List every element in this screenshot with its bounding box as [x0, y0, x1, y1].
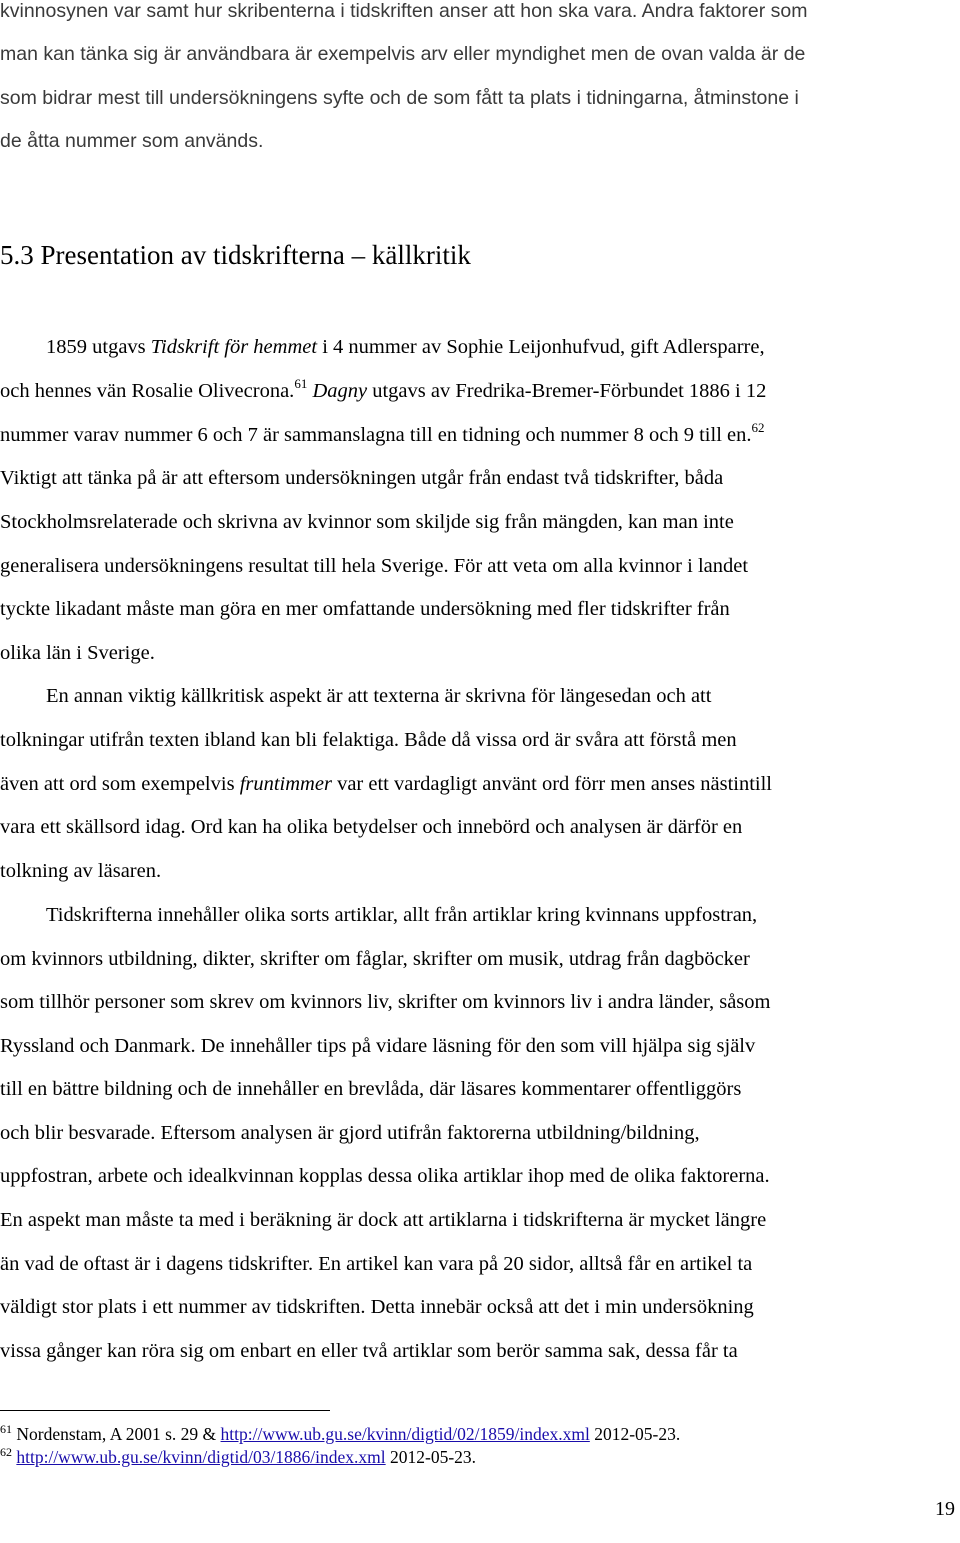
body-line: En annan viktig källkritisk aspekt är att texterna är skrivna för längesedan och att	[46, 685, 712, 707]
body-line: Viktigt att tänka på är att eftersom undersökningen utgår från endast två tidskrifter, båda	[0, 467, 724, 489]
body-line	[46, 336, 765, 359]
footnote-ref[interactable]: 62	[751, 420, 765, 435]
footnote-number: 62	[0, 1445, 12, 1459]
italic-term: fruntimmer	[239, 773, 332, 795]
footnote-link[interactable]: http://www.ub.gu.se/kvinn/digtid/03/1886/index.xml	[16, 1447, 386, 1467]
intro-line: kvinnosynen var samt hur skribenterna i tidskriften anser att hon ska vara. Andra faktorer som	[0, 0, 808, 22]
footnote-61	[0, 1424, 680, 1445]
body-line: Stockholmsrelaterade och skrivna av kvinnor som skiljde sig från mängden, kan man inte	[0, 511, 734, 533]
body-line: som tillhör personer som skrev om kvinnors liv, skrifter om kvinnors liv i andra länder, såsom	[0, 991, 771, 1013]
text-run: nummer varav nummer 6 och 7 är sammanslagna till en tidning och nummer 8 och 9 till en.	[0, 424, 752, 446]
body-line: till en bättre bildning och de innehåller en brevlåda, där läsares kommentarer offentliggörs	[0, 1078, 742, 1100]
text-run: även att ord som exempelvis	[0, 773, 240, 795]
footnote-link[interactable]: http://www.ub.gu.se/kvinn/digtid/02/1859/index.xml	[220, 1424, 590, 1444]
intro-line: som bidrar mest till undersökningens syfte och de som fått ta plats i tidningarna, åtminstone i	[0, 87, 799, 109]
section-heading: 5.3 Presentation av tidskrifterna – källkritik	[0, 240, 471, 270]
journal-title: Dagny	[312, 380, 368, 402]
footnote-62	[0, 1447, 476, 1468]
body-line: uppfostran, arbete och idealkvinnan kopplas dessa olika artiklar ihop med de olika faktorerna.	[0, 1165, 770, 1187]
body-line	[0, 420, 765, 447]
footnote-number: 61	[0, 1422, 12, 1436]
page-number: 19	[935, 1498, 955, 1520]
footnote-date: 2012-05-23.	[385, 1447, 477, 1467]
body-line: än vad de oftast är i dagens tidskrifter. En artikel kan vara på 20 sidor, alltså får en artikel ta	[0, 1253, 753, 1275]
text-run: i 4 nummer av Sophie Leijonhufvud, gift Adlersparre,	[317, 336, 765, 358]
footnote-separator	[0, 1410, 330, 1411]
body-line	[0, 773, 772, 796]
text-run: 1859 utgavs	[46, 336, 151, 358]
body-line: Tidskrifterna innehåller olika sorts artiklar, allt från artiklar kring kvinnans uppfostran,	[46, 904, 758, 926]
footnote-ref[interactable]: 61	[294, 376, 308, 391]
text-run: och hennes vän Rosalie Olivecrona.	[0, 380, 295, 402]
body-line: Ryssland och Danmark. De innehåller tips på vidare läsning för den som vill hjälpa sig själv	[0, 1035, 756, 1057]
journal-title: Tidskrift för hemmet	[150, 336, 318, 358]
text-run: var ett vardagligt använt ord förr men anses nästintill	[331, 773, 772, 795]
body-line: och blir besvarade. Eftersom analysen är gjord utifrån faktorerna utbildning/bildning,	[0, 1122, 700, 1144]
text-run: utgavs av Fredrika-Bremer-Förbundet 1886 i 12	[367, 380, 767, 402]
body-line: väldigt stor plats i ett nummer av tidskriften. Detta innebär också att det i min undersökning	[0, 1296, 754, 1318]
body-line: En aspekt man måste ta med i beräkning är dock att artiklarna i tidskrifterna är mycket längre	[0, 1209, 767, 1231]
intro-line: de åtta nummer som används.	[0, 130, 264, 152]
body-line: om kvinnors utbildning, dikter, skrifter om fåglar, skrifter om musik, utdrag från dagböcker	[0, 948, 750, 970]
footnote-date: 2012-05-23.	[589, 1424, 681, 1444]
body-line	[0, 376, 767, 403]
intro-line: man kan tänka sig är användbara är exempelvis arv eller myndighet men de ovan valda är de	[0, 43, 806, 65]
body-line: tolkning av läsaren.	[0, 860, 162, 882]
body-line: generalisera undersökningens resultat till hela Sverige. För att veta om alla kvinnor i landet	[0, 555, 749, 577]
body-line: tyckte likadant måste man göra en mer omfattande undersökning med fler tidskrifter från	[0, 598, 730, 620]
footnote-text: Nordenstam, A 2001 s. 29 &	[12, 1424, 221, 1444]
body-line: vissa gånger kan röra sig om enbart en eller två artiklar som berör samma sak, dessa får ta	[0, 1340, 738, 1362]
body-line: tolkningar utifrån texten ibland kan bli felaktiga. Både då vissa ord är svåra att förstå men	[0, 729, 737, 751]
body-line: olika län i Sverige.	[0, 642, 155, 664]
body-line: vara ett skällsord idag. Ord kan ha olika betydelser och innebörd och analysen är därför en	[0, 816, 743, 838]
